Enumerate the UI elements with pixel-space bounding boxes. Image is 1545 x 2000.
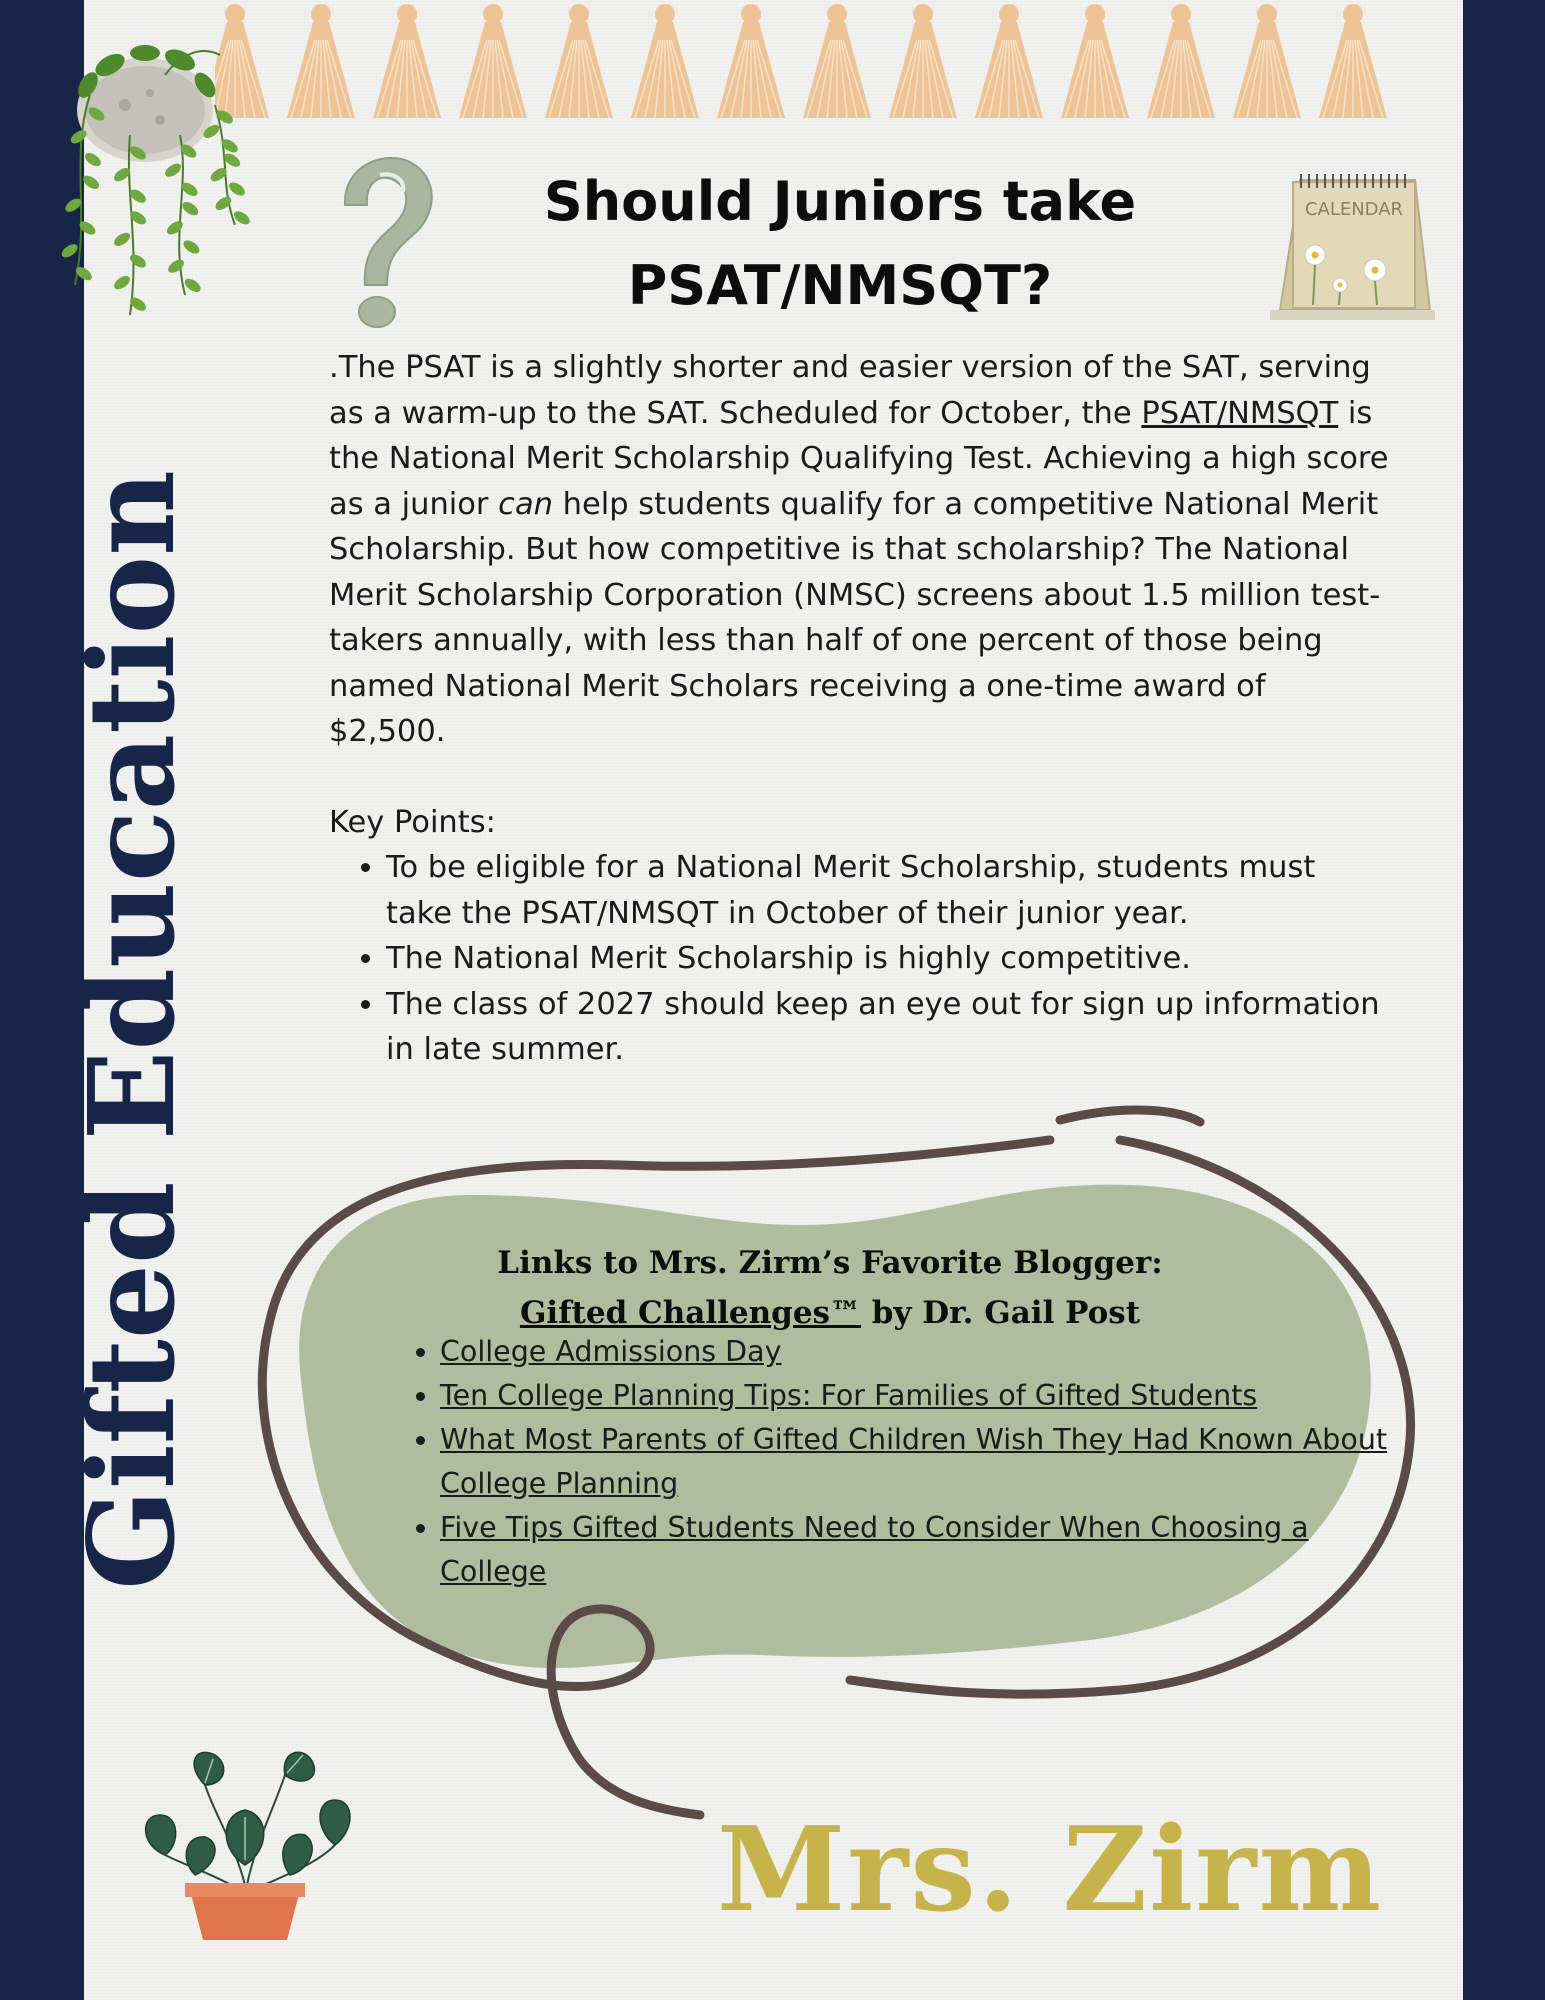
links-title-line1: Links to Mrs. Zirm’s Favorite Blogger: xyxy=(497,1245,1163,1281)
intro-emphasis: can xyxy=(498,486,553,522)
intro-text: .The PSAT is a slightly shorter and easier version of the SAT, serving as a warm-up to the SAT. Scheduled for October, the xyxy=(329,350,1371,431)
links-list xyxy=(400,1330,1420,1594)
vertical-title: Gifted Education xyxy=(62,470,201,1590)
signature: Mrs. Zirm xyxy=(716,1802,1384,1938)
intro-text: is the National Merit Scholarship Qualifying Test. Achieving a high score as a junior xyxy=(329,395,1389,522)
list-item xyxy=(440,1506,1420,1594)
list-item xyxy=(440,1374,1420,1418)
link-college-admissions-day[interactable]: College Admissions Day xyxy=(440,1335,782,1368)
page-title: Should Juniors take PSAT/NMSQT? xyxy=(543,170,1137,317)
psat-nmsqt-link[interactable]: PSAT/NMSQT xyxy=(1141,395,1339,431)
key-point-item: • The National Merit Scholarship is highly competitive. xyxy=(386,936,1389,982)
list-item xyxy=(440,1330,1420,1374)
key-points-heading: Key Points: xyxy=(329,804,496,840)
links-title-suffix: by Dr. Gail Post xyxy=(861,1295,1141,1331)
link-what-parents-wish[interactable]: What Most Parents of Gifted Children Wish They Had Known About College Planning xyxy=(440,1423,1388,1500)
intro-text: help students qualify for a competitive National Merit Scholarship. But how competitive is that scholarship? The National Merit Scholarship Corporation (NMSC) screens about 1.5 million test-takers annually, with less than half of one percent of those being named National Merit Scholars receiving a one-time award of $2,500. xyxy=(329,486,1381,749)
links-section-title xyxy=(440,1238,1220,1338)
calendar-label: CALENDAR xyxy=(1304,199,1404,220)
potted-plant-icon xyxy=(135,1745,360,1945)
key-point-item: • To be eligible for a National Merit Scholarship, students must take the PSAT/NMSQT in October of their junior year. xyxy=(386,845,1389,936)
link-ten-college-planning-tips[interactable]: Ten College Planning Tips: For Families of Gifted Students xyxy=(440,1379,1258,1412)
key-point-item: • The class of 2027 should keep an eye out for sign up information in late summer. xyxy=(386,982,1389,1073)
gifted-challenges-link[interactable]: Gifted Challenges™ xyxy=(519,1295,861,1331)
link-five-tips-choosing-college[interactable]: Five Tips Gifted Students Need to Consider When Choosing a College xyxy=(440,1511,1309,1588)
list-item xyxy=(440,1418,1420,1506)
